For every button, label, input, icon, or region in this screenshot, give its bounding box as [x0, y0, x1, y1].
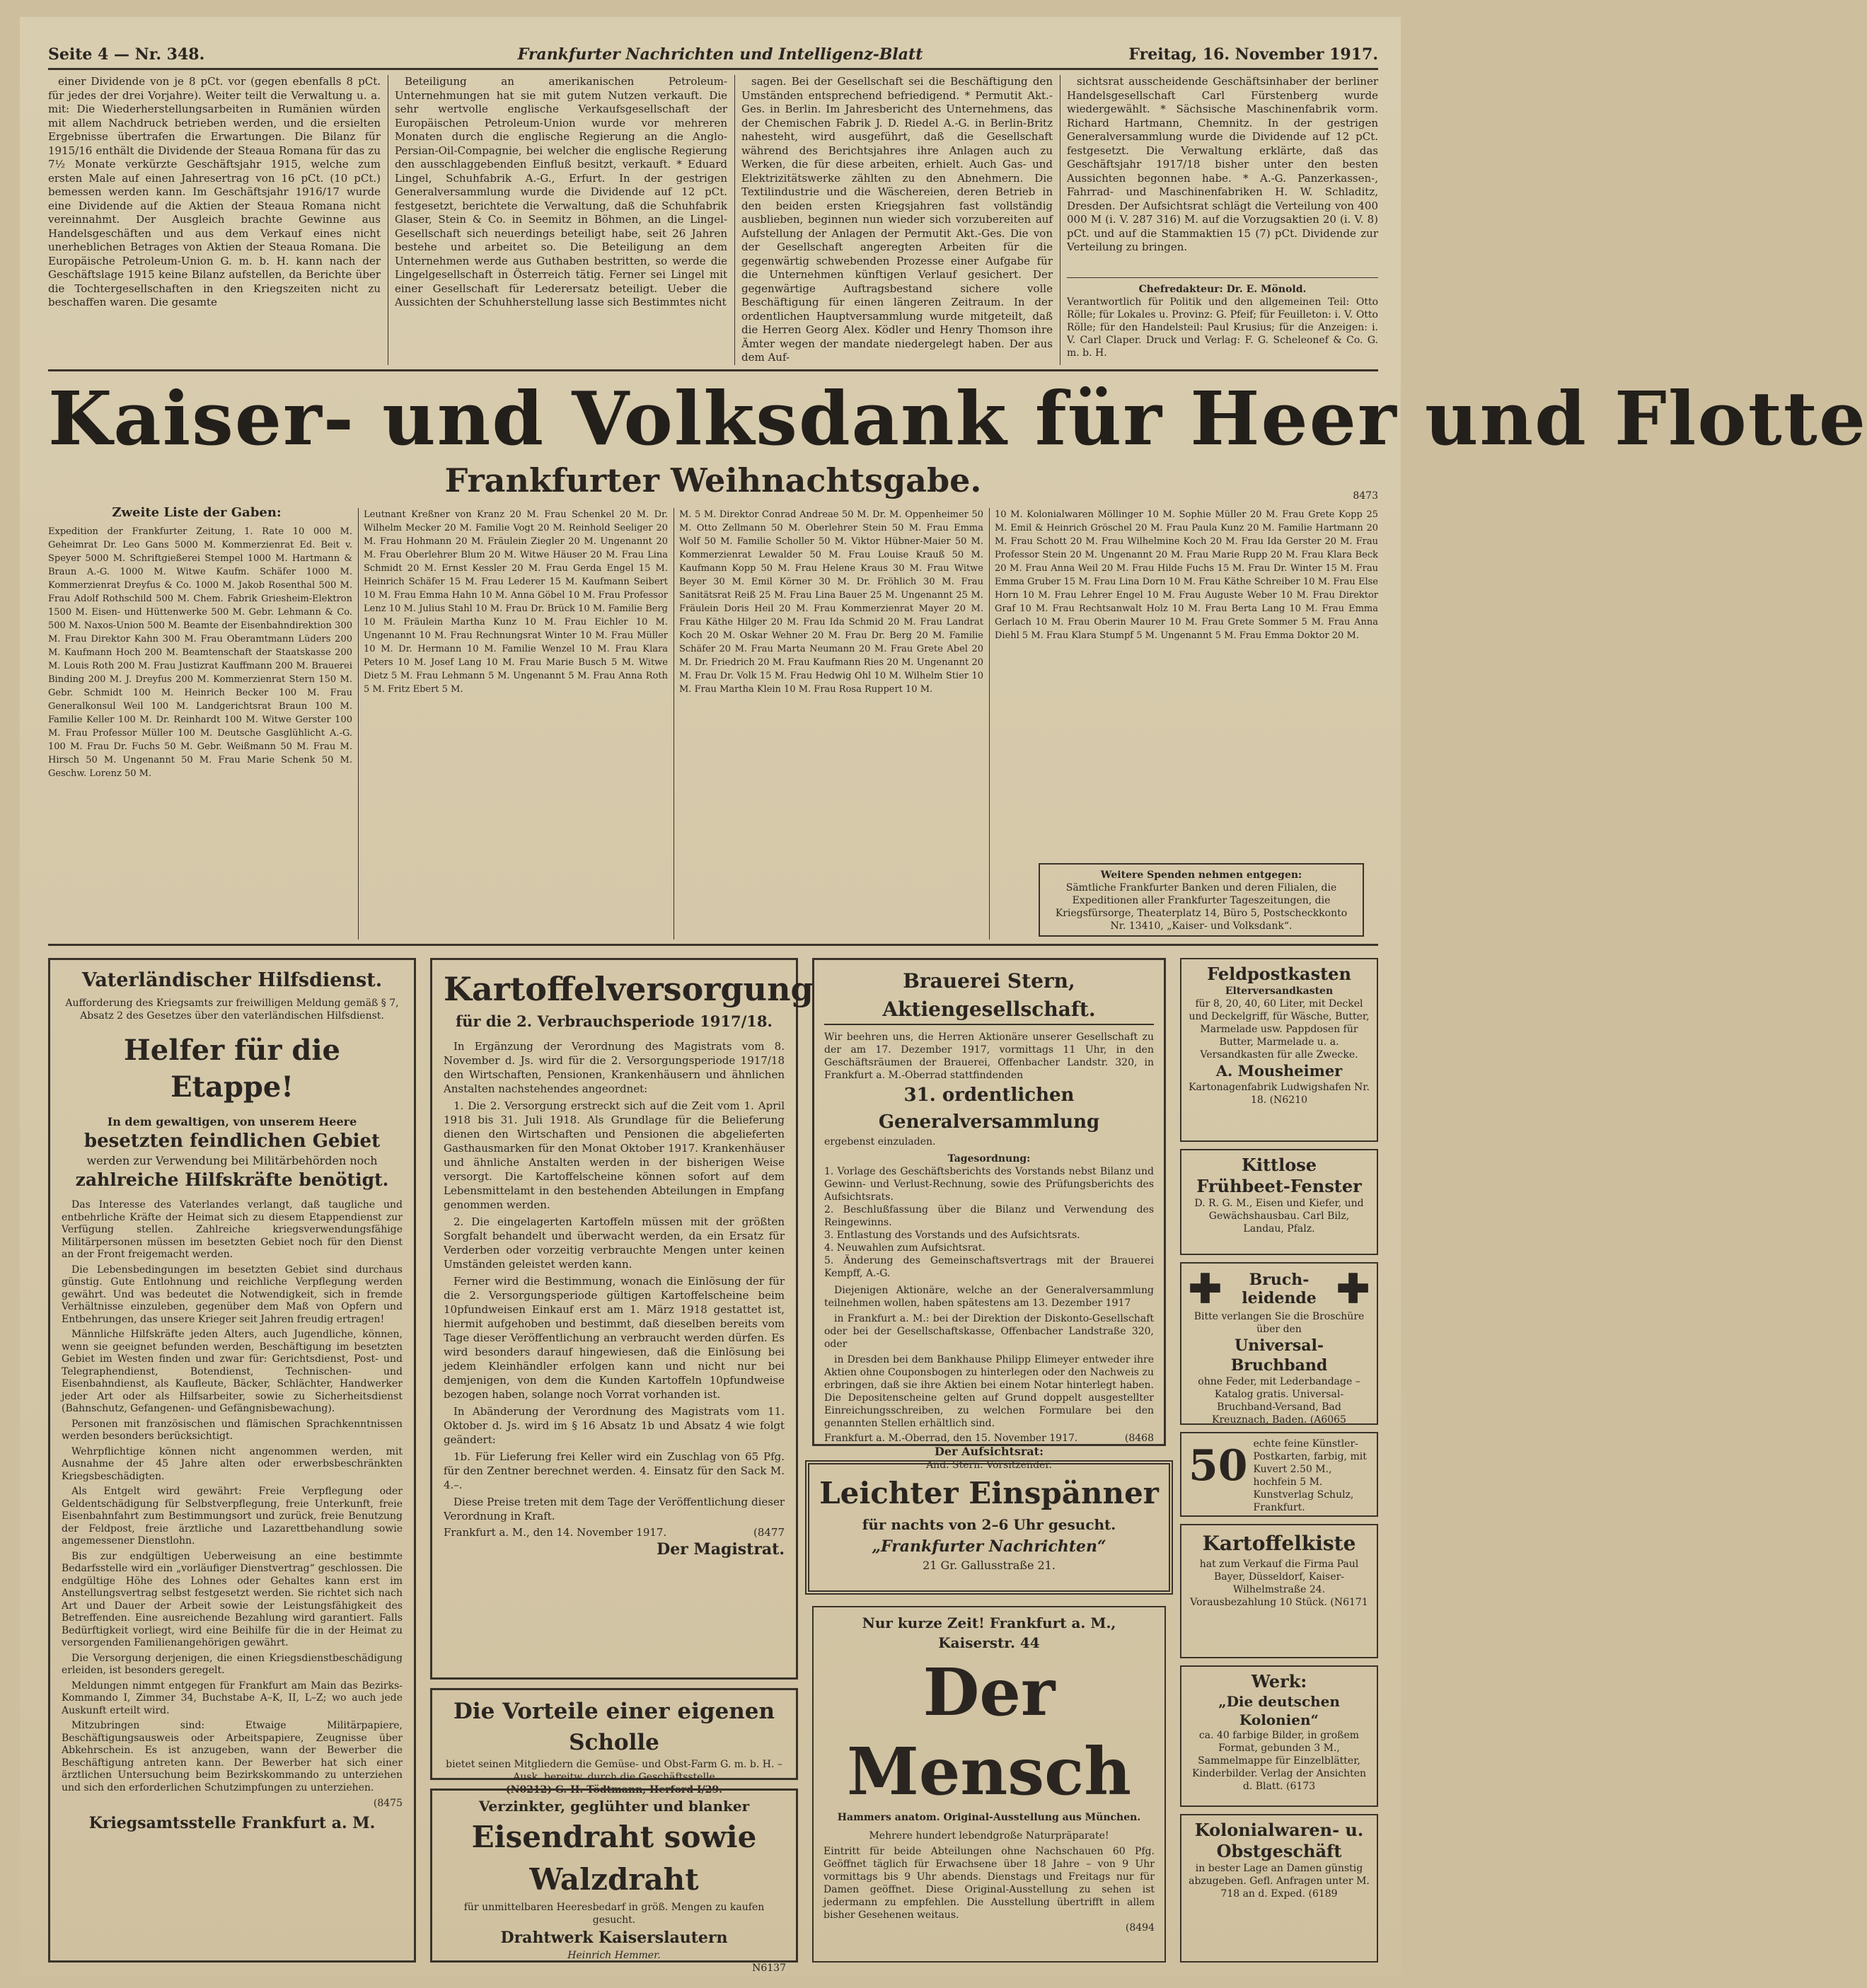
kartoffel-title: Kartoffelversorgung	[444, 970, 814, 1008]
page-number: Seite 4 — Nr. 348.	[48, 45, 205, 64]
mensch-title: Der Mensch	[847, 1654, 1131, 1810]
ad-bruchband: ✚ Bruch-leidende ✚ Bitte verlangen Sie die Broschüre über den Universal-Bruchband ohne Feder, mit Lederbandage – Katalog gratis. Universal-Bruchband-Versand, Bad Kreuznach, Baden. (A6065	[1180, 1262, 1378, 1425]
gift-column-4: 10 M. Kolonialwaren Möllinger 10 M. Sophie Müller 20 M. Frau Grete Kopp 25 M. Emil & Heinrich Gröschel 20 M. Frau Paula Kunz 20 M. Familie Hartmann 20 M. Frau Schott 20 M. Frau Wilhelmine Koch 20 M. Frau Ida Gerster 20 M. Frau Professor Stein 20 M. Ungenannt 20 M. Frau Marie Rupp 20 M. Frau Klara Beck 20 M. Frau Anna Weil 20 M. Frau Hilde Fuchs 15 M. Frau Dr. Winter 15 M. Frau Emma Gruber 15 M. Frau Lina Dorn 10 M. Frau Käthe Schreiber 10 M. Frau Else Horn 10 M. Frau Lehrer Engel 10 M. Frau Auguste Weber 10 M. Frau Direktor Graf 10 M. Frau Rechtsanwalt Holz 10 M. Frau Berta Lang 10 M. Frau Emma Gerlach 10 M. Frau Oberin Maurer 10 M. Frau Grete Sommer 5 M. Frau Anna Diehl 5 M. Frau Klara Stumpf 5 M. Ungenannt 5 M. Frau Emma Doktor 20 M.	[995, 509, 1378, 641]
brauerei-title: Brauerei Stern, Aktiengesellschaft.	[824, 967, 1154, 1025]
donation-notice: Weitere Spenden nehmen entgegen: Sämtliche Frankfurter Banken und deren Filialen, die Expeditionen aller Frankfurter Tageszeitungen, die Kriegsfürsorge, Theaterplatz 14, Büro 5, Postscheckkonto Nr. 13410, „Kaiser- und Volksdank“.	[1039, 863, 1364, 937]
ad-der-mensch: Nur kurze Zeit! Frankfurt a. M., Kaiserstr. 44 Der Mensch Hammers anatom. Original-Ausstellung aus München. Mehrere hundert lebendgroße Naturpräparate! Eintritt für beide Abteilungen ohne Nachschauen 60 Pfg. Geöffnet täglich für Erwachsene über 18 Jahre – von 9 Uhr vormittags bis 9 Uhr abends. Dienstags und Freitags nur für Damen geöffnet. Diese Original-Ausstellung zu sehen ist jedermann zu empfehlen. Die Ausstellung übertrifft in allem bisher Gesehenen weitaus. (8494	[812, 1606, 1166, 1963]
header-rule	[48, 68, 1378, 70]
finance-column-4: sichtsrat ausscheidende Geschäftsinhaber der berliner Handelsgesellschaft Carl Fürstenberg wurde wiedergewählt. * Sächsische Maschinenfabrik vorm. Richard Hartmann, Chemnitz. In der gestrigen Generalversammlung wurde die Dividende auf 12 pCt. festgesetzt. Die Verwaltung erklärte, daß das Geschäftsjahr 1917/18 bisher unter den besten Aussichten begonnen habe. * A.-G. Panzerkassen-, Fahrrad- und Maschinenfabriken H. W. Schladitz, Dresden. Der Aufsichtsrat schlägt die Verteilung von 400 000 M (i. V. 287 316) M. auf die Vorzugsaktien 20 (i. V. 8) pCt. und auf die Stammaktien 15 (7) pCt. Dividende zur Verteilung zu bringen.	[1067, 75, 1378, 253]
ad-brauerei-stern: Brauerei Stern, Aktiengesellschaft. Wir beehren uns, die Herren Aktionäre unserer Gesellschaft zu der am 17. Dezember 1917, vormittags 11 Uhr, in den Geschäftsräumen der Brauerei, Offenbacher Landstr. 320, in Frankfurt a. M.-Oberrad stattfindenden 31. ordentlichen Generalversammlung ergebenst einzuladen. Tagesordnung: 1. Vorlage des Geschäftsberichts des Vorstands nebst Bilanz und Gewinn- und Verlust-Rechnung, sowie des Prüfungsberichts des Aufsichtsrats. 2. Beschlußfassung über die Bilanz und Verwendung des Reingewinns. 3. Entlastung des Vorstands und des Aufsichtsrats. 4. Neuwahlen zum Aufsichtsrat. 5. Änderung des Gemeinschaftsvertrags mit der Brauerei Kempff, A.-G. Diejenigen Aktionäre, welche an der Generalversammlung teilnehmen wollen, haben spätestens am 13. Dezember 1917 in Frankfurt a. M.: bei der Direktion der Diskonto-Gesellschaft oder bei der Gesellschaftskasse, Offenbacher Landstraße 320, oder in Dresden bei dem Bankhause Philipp Elimeyer entweder ihre Aktien ohne Couponsbogen zu hinterlegen oder den Nachweis zu erbringen, daß sie ihre Aktien bei einem Notar hinterlegt haben. Die Depositenscheine gelten auf Grund doppelt ausgestellter Einreichungsschreiben, zu welchen Formulare bei den genannten Stellen erhältlich sind. Frankfurt a. M.-Oberrad, den 15. November 1917. (8468 Der Aufsichtsrat: And. Stern. Vorsitzender.	[812, 958, 1166, 1446]
imprint: Chefredakteur: Dr. E. Mönold. Verantwortlich für Politik und den allgemeinen Teil: Otto Rölle; für Lokales u. Provinz: G. Pfeif; für Feuilleton: i. V. Otto Rölle; für den Handelsteil: Paul Krusius; für die Anzeigen: i. V. Carl Claper. Druck und Verlag: F. G. Scheleonef & Co. G. m. b. H.	[1067, 284, 1378, 359]
finance-column-1: einer Dividende von je 8 pCt. vor (gegen ebenfalls 8 pCt. für jedes der drei Vorjahre). Weiter teilt die Verwaltung u. a. mit: Die Wiederherstellungsarbeiten in Rumänien würden mit allem Nachdruck betrieben werden, und die ersielten Ergebnisse übertrafen die Erwartungen. Die Bilanz für 1915/16 enthält die Dividende der Steaua Romana für das zu 7½ Monate verkürzte Geschäftsjahr 1915, welche zum ersten Male auf einen Jahresertrag von 16 pCt. (10 pCt.) bemessen werden kann. Im Geschäftsjahr 1916/17 wurde eine Dividende auf die Aktien der Steaua Romana nicht vereinnahmt. Der Ausgleich brachte Gewinne aus Handelsgeschäften und aus dem Verkauf eines nicht unerheblichen Betrages von Aktien der Steaua Romana. Die Europäische Petroleum-Union G. m. b. H. kann nach der Geschäftslage 1915 keine Bilanz aufstellen, da Berichte über die Tochtergesellschaften in den Kriegszeiten nicht zu beschaffen waren. Die gesamte	[48, 75, 381, 308]
kartoffel-body: In Ergänzung der Verordnung des Magistrats vom 8. November d. Js. wird für die 2. Versorgungsperiode 1917/18 den Wirtschaften, Pensionen, Krankenhäusern und ähnlichen Anstalten nachstehendes angeordnet: 1. Die 2. Versorgung erstreckt sich auf die Zeit vom 1. April 1918 bis 31. Juli 1918. Als Grundlage für die Belieferung dienen den Wirtschaften und Pensionen die abgelieferten Gasthausmarken für den Monat Oktober 1917. Krankenhäuser und ähnliche Anstalten werden in der bisherigen Weise versorgt. Die Kartoffelscheine können sofort auf dem Lebensmittelamt in den bestehenden Abteilungen in Empfang genommen werden. 2. Die eingelagerten Kartoffeln müssen mit der größten Sorgfalt behandelt und überwacht werden, da ein Ersatz für Verderben oder vorzeitig verbrauchte Mengen unter keinen Umständen geleistet werden kann. Ferner wird die Bestimmung, wonach die Einlösung der für die 2. Versorgungsperiode gültigen Kartoffelscheine beim 10pfundweisen Einkauf erst am 1. März 1918 gestattet ist, hiermit aufgehoben und bestimmt, daß dieselben bereits vom Tage dieser Veröffentlichung an verbraucht werden dürfen. Es wird besonders darauf hingewiesen, daß die Einlösung bei jedem Kleinhändler erfolgen kann und nicht nur bei demjenigen, von dem die Kunden Kartoffeln 10pfundweise bezogen haben, solange noch Vorrat vorhanden ist. In Abänderung der Verordnung des Magistrats vom 11. Oktober d. Js. wird im § 16 Absatz 1b und Absatz 4 wie folgt geändert: 1b. Für Lieferung frei Keller wird ein Zuschlag von 65 Pfg. für den Zentner berechnet werden. 4. Einsatz für den Sack M. 4.–. Diese Preise treten mit dem Tage der Veröffentlichung dieser Verordnung in Kraft.	[444, 1040, 785, 1522]
ad-kartoffelkiste: Kartoffelkiste hat zum Verkauf die Firma Paul Bayer, Düsseldorf, Kaiser-Wilhelmstraße 24. Vorausbezahlung 10 Stück. (N6171	[1180, 1524, 1378, 1658]
ad-einspaenner: Leichter Einspänner für nachts von 2–6 Uhr gesucht. „Frankfurter Nachrichten“ 21 Gr. Gallusstraße 21.	[805, 1460, 1173, 1595]
gift-column-3: M. 5 M. Direktor Conrad Andreae 50 M. Dr. M. Oppenheimer 50 M. Otto Zellmann 50 M. Oberlehrer Stein 50 M. Frau Emma Wolf 50 M. Familie Scholler 50 M. Viktor Hübner-Maier 50 M. Kommerzienrat Lewalder 50 M. Frau Louise Krauß 50 M. Kaufmann Kopp 50 M. Frau Helene Kraus 30 M. Frau Witwe Beyer 30 M. Emil Körner 30 M. Dr. Fröhlich 30 M. Frau Sanitätsrat Reiß 25 M. Frau Lina Bauer 25 M. Ungenannt 25 M. Fräulein Doris Heil 20 M. Frau Kommerzienrat Mayer 20 M. Frau Käthe Hilger 20 M. Frau Ida Schmid 20 M. Frau Landrat Koch 20 M. Oskar Wehner 20 M. Frau Dr. Berg 20 M. Familie Schäfer 20 M. Frau Marta Neumann 20 M. Frau Grete Abel 20 M. Dr. Friedrich 20 M. Frau Kaufmann Ries 20 M. Ungenannt 20 M. Frau Dr. Volk 15 M. Frau Hedwig Ohl 10 M. Wilhelm Stier 10 M. Frau Martha Klein 10 M. Frau Rosa Ruppert 10 M.	[679, 509, 983, 695]
ad-kolonialwaren: Kolonialwaren- u. Obstgeschäft in bester Lage an Damen günstig abzugeben. Gefl. Anfragen unter M. 718 an d. Exped. (6189	[1180, 1814, 1378, 1963]
hilfsdienst-intro: Aufforderung des Kriegsamts zur freiwilligen Meldung gemäß § 7, Absatz 2 des Gesetzes über den vaterländischen Hilfsdienst.	[65, 998, 399, 1022]
cross-icon: ✚	[1336, 1266, 1370, 1312]
ad-werk-kolonien: Werk: „Die deutschen Kolonien“ ca. 40 farbige Bilder, in großem Format, gebunden 3 M., Sammelmappe für Einzelblätter, Kinderbilder. Verlag der Ansichten d. Blatt. (6173	[1180, 1665, 1378, 1807]
gift-list-heading: Zweite Liste der Gaben:	[112, 505, 282, 520]
ad-hilfsdienst: Vaterländischer Hilfsdienst. Aufforderung des Kriegsamts zur freiwilligen Meldung gemäß § 7, Absatz 2 des Gesetzes über den vaterländischen Hilfsdienst. Helfer für die Etappe! In dem gewaltigen, von unserem Heere besetzten feindlichen Gebiet werden zur Verwendung bei Militärbehörden noch zahlreiche Hilfskräfte benötigt. Das Interesse des Vaterlandes verlangt, daß taugliche und entbehrliche Kräfte der Heimat sich zu diesem Etappendienst zur Verfügung stellen. Zahlreiche kriegsverwendungsfähige Militärpersonen müssen im besetzten Gebiet noch für den Dienst an der Front freigemacht werden. Die Lebensbedingungen im besetzten Gebiet sind durchaus günstig. Gute Entlohnung und reichliche Verpflegung werden gewährt. Und was bedeutet die Notwendigkeit, sich in fremde Verhältnisse einzuleben, gegenüber dem Maß von Opfern und Entbehrungen, das unsere Krieger seit Jahren freudig ertragen! Männliche Hilfskräfte jeden Alters, auch Jugendliche, können, wenn sie geeignet befunden werden, Beschäftigung im besetzten Gebiet im Westen finden und zwar für: Gerichtsdienst, Post- und Telegraphendienst, Botendienst, Technischen- und Eisenbahndienst, als Kaufleute, Bäcker, Schlächter, Handwerker jeder Art oder als Hilfsarbeiter, sowie zu Sicherheitsdienst (Bahnschutz, Gefangenen- und Gefängnisbewachung). Personen mit französischen und flämischen Sprachkenntnissen werden besonders berücksichtigt. Wehrpflichtige können nicht angenommen werden, mit Ausnahme der 45 Jahre alten oder erwerbsbeschränkten Kriegsbeschädigten. Als Entgelt wird gewährt: Freie Verpflegung oder Geldentschädigung für Selbstverpflegung, freie Unterkunft, freie Eisenbahnfahrt zum Bestimmungsort und zurück, freie Benutzung der Feldpost, freie ärztliche und Lazarettbehandlung sowie angemessener Dienstlohn. Bis zur endgültigen Ueberweisung an eine bestimmte Bedarfsstelle wird ein „vorläufiger Dienstvertrag“ geschlossen. Die endgültige Höhe des Lohnes oder Gehaltes kann erst im Anstellungsvertrag selbst festgesetzt werden. Sie richtet sich nach Art und Dauer der Arbeit sowie der Leistungsfähigkeit des Betreffenden. Eine ausreichende Bezahlung wird garantiert. Falls Bedürftigkeit vorliegt, wird eine Beihilfe für die in der Heimat zu versorgenden Familienangehörigen gewährt. Die Versorgung derjenigen, die einen Kriegsdienstbeschädigung erleiden, ist besonders geregelt. Meldungen nimmt entgegen für Frankfurt am Main das Bezirks-Kommando I, Zimmer 34, Buchstabe A–K, II, L–Z; wo auch jede Auskunft erteilt wird. Mitzubringen sind: Etwaige Militärpapiere, Beschäftigungsausweis oder Arbeitspapiere, Zeugnisse über Abkehrschein. Es ist anzugeben, wann der Bewerber die Beschäftigung antreten kann. Der Bewerber hat sich einer ärztlichen Untersuchung beim Bezirkskommando zu unterziehen und sich den erforderlichen Schutzimpfungen zu unterziehen. (8475 Kriegsamtsstelle Frankfurt a. M.	[48, 958, 416, 1963]
masthead-title: Frankfurter Nachrichten und Intelligenz-Blatt	[517, 45, 923, 64]
cross-icon: ✚	[1189, 1266, 1222, 1312]
banner-ref: 8473	[1353, 490, 1378, 502]
kartoffel-subtitle: für die 2. Verbrauchsperiode 1917/18.	[456, 1012, 773, 1030]
gift-column-1: Expedition der Frankfurter Zeitung, 1. Rate 10 000 M. Geheimrat Dr. Leo Gans 5000 M. Kommerzienrat Ed. Beit v. Speyer 5000 M. Schriftgießerei Stempel 1000 M. Hartmann & Braun A.-G. 1000 M. Witwe Kaufm. Schäfer 1000 M. Kommerzienrat Dreyfus & Co. 1000 M. Jakob Rosenthal 500 M. Frau Adolf Rothschild 500 M. Chem. Fabrik Griesheim-Elektron 1500 M. Eisen- und Hüttenwerke 500 M. Gebr. Lehmann & Co. 500 M. Naxos-Union 500 M. Beamte der Eisenbahndirektion 300 M. Frau Direktor Kahn 300 M. Frau Oberamtmann Lüders 200 M. Kaufmann Hoch 200 M. Beamtenschaft der Staatskasse 200 M. Louis Roth 200 M. Frau Justizrat Kauffmann 200 M. Brauerei Binding 200 M. J. Dreyfus 200 M. Kommerzienrat Stern 150 M. Gebr. Schmidt 100 M. Heinrich Becker 100 M. Frau Generalkonsul Weil 100 M. Landgerichtsrat Braun 100 M. Familie Keller 100 M. Dr. Reinhardt 100 M. Witwe Gerster 100 M. Frau Professor Müller 100 M. Deutsche Gasglühlicht A.-G. 100 M. Frau Dr. Fuchs 50 M. Gebr. Weißmann 50 M. Frau M. Hirsch 50 M. Ungenannt 50 M. Frau Marie Schenk 50 M. Geschw. Lorenz 50 M.	[48, 526, 352, 779]
banner-subtitle: Frankfurter Weihnachtsgabe.	[444, 461, 982, 499]
banner-title: Kaiser- und Volksdank für Heer und Flotte	[48, 375, 1867, 462]
ad-feldpostkasten: Feldpostkasten Elterversandkasten für 8, 20, 40, 60 Liter, mit Deckel und Deckelgriff, für Wäsche, Butter, Marmelade usw. Pappdosen für Butter, Marmelade u. a. Versandkasten für alle Zwecke. A. Mousheimer Kartonagenfabrik Ludwigshafen Nr. 18. (N6210	[1180, 958, 1378, 1142]
ad-eisendraht: Verzinkter, geglühter und blanker Eisendraht sowie Walzdraht für unmittelbaren Heeresbedarf in größ. Mengen zu kaufen gesucht. Drahtwerk Kaiserslautern Heinrich Hemmer. N6137	[430, 1788, 798, 1963]
ad-scholle: Die Vorteile einer eigenen Scholle bietet seinen Mitgliedern die Gemüse- und Obst-Farm G. m. b. H. – Ausk. bereitw. durch die Geschäftsstelle (N0212) G. H. Tödtmann, Herford I/29.	[430, 1688, 798, 1780]
finance-column-2: Beteiligung an amerikanischen Petroleum-Unternehmungen hat sie mit gutem Nutzen verkauft. Die sehr wertvolle englische Verkaufsgesellschaft der Europäischen Petroleum-Union wurde vor mehreren Monaten durch die englische Regierung an die Anglo-Persian-Oil-Compagnie, bei welcher die englische Regierung den ausschlaggebenden Einfluß besitzt, verkauft. * Eduard Lingel, Schuhfabrik A.-G., Erfurt. In der gestrigen Generalversammlung wurde die Dividende auf 12 pCt. festgesetzt, berichtete die Verwaltung, daß die Schuhfabrik Glaser, Stein & Co. in Seemitz in Böhmen, an die Lingel-Gesellschaft sich neuerdings beteiligt habe, seit 26 Jahren bestehe und arbeitet so. Die Beteiligung an dem Unternehmen werde aus Guthaben bestritten, so werde die Lingelgesellschaft in Österreich tätig. Ferner sei Lingel mit einer Gesellschaft für Lederersatz beteiligt. Ueber die Aussichten der Schuhherstellung lasse sich Bestimmtes nicht	[395, 75, 727, 308]
ad-postkarten: 50 echte feine Künstler-Postkarten, farbig, mit Kuvert 2.50 M., hochfein 5 M. Kunstverlag Schulz, Frankfurt.	[1180, 1432, 1378, 1517]
newspaper-page	[20, 17, 1867, 1975]
kartoffel-signature: Der Magistrat.	[657, 1540, 785, 1559]
ad-kartoffelversorgung: Kartoffelversorgung für die 2. Verbrauchsperiode 1917/18. In Ergänzung der Verordnung des Magistrats vom 8. November d. Js. wird für die 2. Versorgungsperiode 1917/18 den Wirtschaften, Pensionen, Krankenhäusern und ähnlichen Anstalten nachstehendes angeordnet: 1. Die 2. Versorgung erstreckt sich auf die Zeit vom 1. April 1918 bis 31. Juli 1918. Als Grundlage für die Belieferung dienen den Wirtschaften und Pensionen die abgelieferten Gasthausmarken für den Monat Oktober 1917. Krankenhäuser und ähnliche Anstalten werden in der bisherigen Weise versorgt. Die Kartoffelscheine können sofort auf dem Lebensmittelamt in den bestehenden Abteilungen in Empfang genommen werden. 2. Die eingelagerten Kartoffeln müssen mit der größten Sorgfalt behandelt und überwacht werden, da ein Ersatz für Verderben oder vorzeitig verbrauchte Mengen unter keinen Umständen geleistet werden kann. Ferner wird die Bestimmung, wonach die Einlösung der für die 2. Versorgungsperiode gültigen Kartoffelscheine beim 10pfundweisen Einkauf erst am 1. März 1918 gestattet ist, hiermit aufgehoben und bestimmt, daß dieselben bereits vom Tage dieser Veröffentlichung an verbraucht werden dürfen. Es wird besonders darauf hingewiesen, daß die Einlösung bei jedem Kleinhändler erfolgen kann und nicht nur bei demjenigen, von dem die Kunden Kartoffeln 10pfundweise bezogen haben, solange noch Vorrat vorhanden ist. In Abänderung der Verordnung des Magistrats vom 11. Oktober d. Js. wird im § 16 Absatz 1b und Absatz 4 wie folgt geändert: 1b. Für Lieferung frei Keller wird ein Zuschlag von 65 Pfg. für den Zentner berechnet werden. 4. Einsatz für den Sack M. 4.–. Diese Preise treten mit dem Tage der Veröffentlichung dieser Verordnung in Kraft. Frankfurt a. M., den 14. November 1917. (8477 Der Magistrat.	[430, 958, 798, 1680]
gift-column-2: Leutnant Kreßner von Kranz 20 M. Frau Schenkel 20 M. Dr. Wilhelm Mecker 20 M. Familie Vogt 20 M. Reinhold Seeliger 20 M. Frau Hohmann 20 M. Fräulein Ziegler 20 M. Ungenannt 20 M. Frau Oberlehrer Blum 20 M. Witwe Häuser 20 M. Frau Lina Schmidt 20 M. Ernst Kessler 20 M. Frau Gerda Engel 15 M. Heinrich Schäfer 15 M. Frau Lederer 15 M. Kaufmann Seibert 10 M. Frau Emma Hahn 10 M. Anna Göbel 10 M. Frau Professor Lenz 10 M. Julius Stahl 10 M. Frau Dr. Brück 10 M. Familie Berg 10 M. Fräulein Martha Kunz 10 M. Frau Eichler 10 M. Ungenannt 10 M. Frau Rechnungsrat Winter 10 M. Frau Müller 10 M. Dr. Hermann 10 M. Familie Wenzel 10 M. Frau Klara Peters 10 M. Josef Lang 10 M. Frau Marie Busch 5 M. Witwe Dietz 5 M. Frau Lehmann 5 M. Ungenannt 5 M. Frau Anna Roth 5 M. Fritz Ebert 5 M.	[364, 509, 668, 695]
hilfsdienst-title: Vaterländischer Hilfsdienst.	[81, 969, 383, 991]
hilfsdienst-headline: Helfer für die Etappe!	[124, 1034, 340, 1104]
hilfsdienst-body: Das Interesse des Vaterlandes verlangt, daß taugliche und entbehrliche Kräfte der Heimat sich zu diesem Etappendienst zur Verfügung stellen. Zahlreiche kriegsverwendungsfähige Militärpersonen müssen im besetzten Gebiet noch für den Dienst an der Front freigemacht werden. Die Lebensbedingungen im besetzten Gebiet sind durchaus günstig. Gute Entlohnung und reichliche Verpflegung werden gewährt. Und was bedeutet die Notwendigkeit, sich in fremde Verhältnisse einzuleben, gegenüber dem Maß von Opfern und Entbehrungen, das unsere Krieger seit Jahren freudig ertragen! Männliche Hilfskräfte jeden Alters, auch Jugendliche, können, wenn sie geeignet befunden werden, Beschäftigung im besetzten Gebiet im Westen finden und zwar für: Gerichtsdienst, Post- und Telegraphendienst, Botendienst, Technischen- und Eisenbahndienst, als Kaufleute, Bäcker, Schlächter, Handwerker jeder Art oder als Hilfsarbeiter, sowie zu Sicherheitsdienst (Bahnschutz, Gefangenen- und Gefängnisbewachung). Personen mit französischen und flämischen Sprachkenntnissen werden besonders berücksichtigt. Wehrpflichtige können nicht angenommen werden, mit Ausnahme der 45 Jahre alten oder erwerbsbeschränkten Kriegsbeschädigten. Als Entgelt wird gewährt: Freie Verpflegung oder Geldentschädigung für Selbstverpflegung, freie Unterkunft, freie Eisenbahnfahrt zum Bestimmungsort und zurück, freie Benutzung der Feldpost, freie ärztliche und Lazarettbehandlung sowie angemessener Dienstlohn. Bis zur endgültigen Ueberweisung an eine bestimmte Bedarfsstelle wird ein „vorläufiger Dienstvertrag“ geschlossen. Die endgültige Höhe des Lohnes oder Gehaltes kann erst im Anstellungsvertrag selbst festgesetzt werden. Sie richtet sich nach Art und Dauer der Arbeit sowie der Leistungsfähigkeit des Betreffenden. Eine ausreichende Bezahlung wird garantiert. Falls Bedürftigkeit vorliegt, wird eine Beihilfe für die in der Heimat zu versorgenden Familienangehörigen gewährt. Die Versorgung derjenigen, die einen Kriegsdienstbeschädigung erleiden, ist besonders geregelt. Meldungen nimmt entgegen für Frankfurt am Main das Bezirks-Kommando I, Zimmer 34, Buchstabe A–K, II, L–Z; wo auch jede Auskunft erteilt wird. Mitzubringen sind: Etwaige Militärpapiere, Beschäftigungsausweis oder Arbeitspapiere, Zeugnisse über Abkehrschein. Es ist anzugeben, wann der Bewerber die Beschäftigung antreten kann. Der Bewerber hat sich einer ärztlichen Untersuchung beim Bezirkskommando zu unterziehen und sich den erforderlichen Schutzimpfungen zu unterziehen.	[62, 1199, 403, 1793]
ad-fruehbeetfenster: Kittlose Frühbeet-Fenster D. R. G. M., Eisen und Kiefer, und Gewächshausbau. Carl Bilz, Landau, Pfalz.	[1180, 1149, 1378, 1255]
issue-date: Freitag, 16. November 1917.	[1128, 45, 1378, 64]
finance-column-3: sagen. Bei der Gesellschaft sei die Beschäftigung den Umständen entsprechend befriedigend. * Permutit Akt.-Ges. in Berlin. Im Jahresbericht des Unternehmens, das der Chemischen Fabrik J. D. Riedel A.-G. in Berlin-Britz nahesteht, wird ausgeführt, daß die Gesellschaft während des Berichtsjahres ihre Anlagen auch zu Werken, die für diese arbeiten, erhielt. Auch Gas- und Elektrizitätswerke zählten zu den Abnehmern. Die Textilindustrie und die Wäschereien, deren Betrieb in den beiden ersten Kriegsjahren fast vollständig ausblieben, beginnen nun wieder sich vorzubereiten auf Aufstellung der Anlagen der Permutit Akt.-Ges. Die von der Gesellschaft angeregten Arbeiten für die gegenwärtig schwebenden Prozesse einer Aufgabe für die Unternehmen künftigen Verlauf gesichert. Der gegenwärtige Auftragsbestand sichere volle Beschäftigung für einen längeren Zeitraum. In der ordentlichen Hauptversammlung wurde mitgeteilt, daß die Herren Georg Alex. Ködler und Henry Thomson ihre Ämter wegen der mandate niedergelegt haben. Der aus dem Auf-	[741, 75, 1053, 364]
brauerei-agenda: 1. Vorlage des Geschäftsberichts des Vorstands nebst Bilanz und Gewinn- und Verlust-Rechnung, sowie des Prüfungsberichts des Aufsichtsrats. 2. Beschlußfassung über die Bilanz und Verwendung des Reingewinns. 3. Entlastung des Vorstands und des Aufsichtsrats. 4. Neuwahlen zum Aufsichtsrat. 5. Änderung des Gemeinschaftsvertrags mit der Brauerei Kempff, A.-G.	[824, 1166, 1154, 1279]
hilfsdienst-footer: Kriegsamtsstelle Frankfurt a. M.	[88, 1814, 376, 1832]
